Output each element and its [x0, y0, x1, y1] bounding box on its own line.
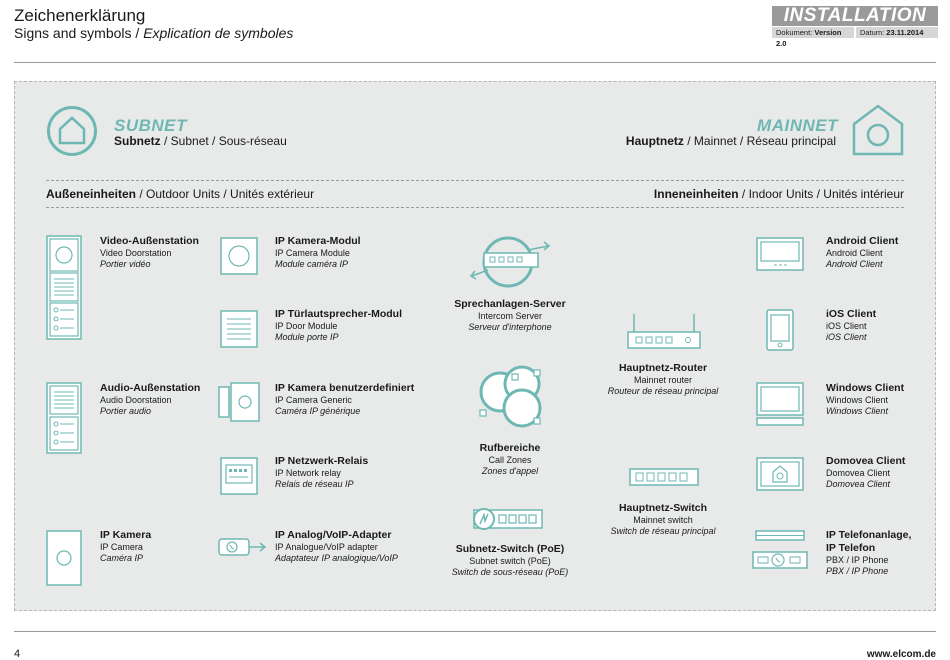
- item-audio-doorstation: Audio-Außenstation Audio Doorstation Portier audio: [100, 382, 201, 416]
- header-divider: [14, 62, 936, 63]
- door-module-icon: [220, 310, 258, 348]
- item-android-client: Android Client Android Client Android Client: [826, 235, 899, 269]
- item-video-doorstation: Video-Außenstation Video Doorstation Portier vidéo: [100, 235, 199, 269]
- section-divider-bottom: [46, 207, 904, 208]
- item-pbx-ip-phone: IP Telefonanlage, IP Telefon PBX / IP Phone PBX / IP Phone: [826, 529, 912, 576]
- subnet-subtitle: Subnetz / Subnet / Sous-réseau: [114, 134, 287, 148]
- item-subnet-switch: Subnetz-Switch (PoE) Subnet switch (PoE) Switch de sous-réseau (PoE): [451, 543, 569, 577]
- mainnet-house-icon: [852, 104, 904, 156]
- call-zones-icon: [476, 364, 548, 432]
- item-call-zones: Rufbereiche Call Zones Zones d'appel: [479, 442, 541, 476]
- badge-title: INSTALLATION: [772, 6, 938, 26]
- camera-module-icon: [220, 237, 258, 275]
- footer-url[interactable]: www.elcom.de: [866, 649, 936, 660]
- mainnet-switch-icon: [628, 467, 700, 487]
- item-network-relay: IP Netzwerk-Relais IP Network relay Relais de réseau IP: [275, 455, 369, 489]
- item-voip-adapter: IP Analog/VoIP-Adapter IP Analogue/VoIP adapter Adaptateur IP analogique/VoIP: [275, 529, 398, 563]
- audio-doorstation-icon: [46, 382, 82, 454]
- item-intercom-server: Sprechanlagen-Server Intercom Server Serveur d'interphone: [454, 298, 566, 332]
- page-subtitle: Signs and symbols / Explication de symboles: [14, 25, 294, 41]
- item-ip-camera: IP Kamera IP Camera Caméra IP: [100, 529, 152, 563]
- video-doorstation-icon: [46, 235, 82, 340]
- indoor-units-heading: Inneneinheiten / Indoor Units / Unités intérieur: [653, 187, 904, 201]
- outdoor-units-heading: Außeneinheiten / Outdoor Units / Unités extérieur: [46, 187, 315, 201]
- mainnet-router-icon: [626, 312, 702, 350]
- android-client-icon: [756, 237, 804, 271]
- footer-divider: [14, 631, 936, 632]
- voip-adapter-icon: [218, 537, 268, 557]
- page-number: 4: [14, 648, 21, 660]
- subnet-title: SUBNET: [114, 116, 187, 135]
- ios-client-icon: [766, 309, 794, 351]
- item-domovea-client: Domovea Client Domovea Client Domovea Client: [826, 455, 906, 489]
- badge-date: Datum: 23.11.2014: [856, 27, 938, 38]
- ip-camera-icon: [46, 530, 82, 586]
- network-relay-icon: [220, 457, 258, 495]
- windows-client-icon: [756, 382, 804, 426]
- camera-generic-icon: [218, 382, 260, 422]
- subnet-switch-icon: [472, 505, 544, 533]
- badge-document: Dokument: Version 2.0: [772, 27, 854, 38]
- item-ios-client: iOS Client iOS Client iOS Client: [826, 308, 877, 342]
- intercom-server-icon: [468, 232, 552, 292]
- domovea-client-icon: [756, 457, 804, 491]
- item-windows-client: Windows Client Windows Client Windows Client: [826, 382, 905, 416]
- mainnet-title: MAINNET: [757, 116, 838, 135]
- item-mainnet-router: Hauptnetz-Router Mainnet router Routeur de réseau principal: [607, 362, 719, 396]
- item-camera-generic: IP Kamera benutzerdefiniert IP Camera Generic Caméra IP générique: [275, 382, 415, 416]
- page-title: Zeichenerklärung: [14, 6, 146, 25]
- item-mainnet-switch: Hauptnetz-Switch Mainnet switch Switch de réseau principal: [610, 502, 716, 536]
- section-divider-top: [46, 180, 904, 181]
- pbx-ip-phone-icon: [752, 530, 808, 570]
- mainnet-subtitle: Hauptnetz / Mainnet / Réseau principal: [625, 134, 836, 148]
- item-camera-module: IP Kamera-Modul IP Camera Module Module caméra IP: [275, 235, 361, 269]
- installation-badge: [772, 5, 938, 48]
- subnet-house-icon: [46, 105, 98, 157]
- item-door-module: IP Türlautsprecher-Modul IP Door Module Module porte IP: [275, 308, 402, 342]
